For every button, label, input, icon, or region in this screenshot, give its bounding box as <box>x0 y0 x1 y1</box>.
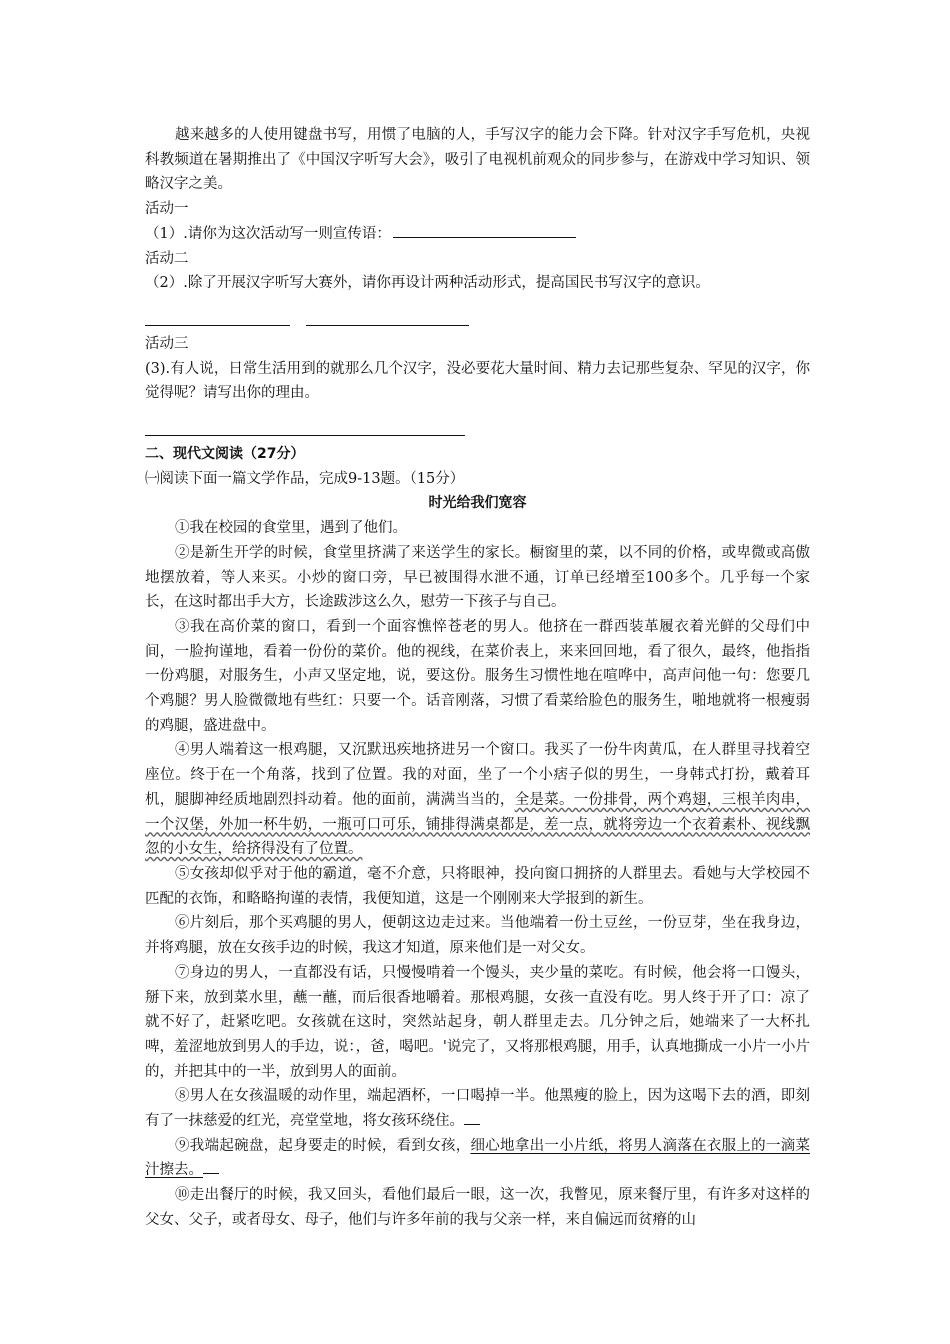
article-title: 时光给我们宽容 <box>428 495 527 512</box>
activity2-answer-row <box>145 296 810 326</box>
activity2-answer-blank-1[interactable] <box>145 311 290 326</box>
article-paragraph-8-text: ⑧男人在女孩温暖的动作里，端起酒杯，一口喝掉一半。他黑瘦的脸上，因为这喝下去的酒，即刻有了一抹慈爱的红光，亮堂堂地，将女孩环绕住。 <box>145 1088 810 1130</box>
intro-paragraph: 越来越多的人使用键盘书写，用惯了电脑的人，手写汉字的能力会下降。针对汉字手写危机，央视科教频道在暑期推出了《中国汉字听写大会》，吸引了电视机前观众的同步参与，在游戏中学习知识、领略汉字之美。 <box>145 127 810 193</box>
activity3-answer-blank[interactable] <box>145 421 465 436</box>
activity2-question: （2）.除了开展汉字听写大赛外，请你再设计两种活动形式，提高国民书写汉字的意识。 <box>145 275 710 292</box>
article-paragraph-9-blank <box>203 1161 219 1174</box>
activity1-question <box>145 222 810 247</box>
section2-heading: 二、现代文阅读（27分） <box>145 446 305 463</box>
article-paragraph-10: ⑩走出餐厅的时候，我又回头，看他们最后一眼，这一次，我瞥见，原来餐厅里，有许多对这样的父女、父子，或者母女、母子，他们与许多年前的我与父亲一样，来自偏远而贫瘠的山 <box>145 1187 810 1228</box>
article-paragraph-3: ③我在高价菜的窗口，看到一个面容憔悴苍老的男人。他挤在一群西装革履衣着光鲜的父母们中间，一脸拘谨地，看着一份份的菜价。他的视线，在菜价表上，来来回回地，看了很久，最终，他指指一份鸡腿，对服务生，小声又坚定地，说，要这份。服务生习惯性地在喧哗中，高声问他一句：您要几个鸡腿？男人脸微微地有些红：只要一个。话音刚落，习惯了看菜给脸色的服务生，啪地就将一根瘦弱的鸡腿，盛进盘中。 <box>145 618 810 734</box>
activity3-label: 活动三 <box>145 335 189 352</box>
article-paragraph-9-text: ⑨我端起碗盘，起身要走的时候，看到女孩， <box>175 1137 471 1154</box>
article-paragraph-5: ⑤女孩却似乎对于他的霸道，毫不介意，只将眼神，投向窗口拥挤的人群里去。看她与大学校园不匹配的衣饰，和略略拘谨的表情，我便知道，这是一个刚刚来大学报到的新生。 <box>145 865 810 907</box>
article-paragraph-6: ⑥片刻后，那个买鸡腿的男人，便朝这边走过来。当他端着一份土豆丝，一份豆芽，坐在我身边，并将鸡腿，放在女孩手边的时候，我这才知道，原来他们是一对父女。 <box>145 915 810 957</box>
article-paragraph-8 <box>145 1084 810 1133</box>
activity1-question-text: （1）.请你为这次活动写一则宣传语： <box>145 225 391 242</box>
article-paragraph-7: ⑦身边的男人，一直都没有话，只慢慢啃着一个馒头，夹少量的菜吃。有时候，他会将一口馒头，掰下来，放到菜水里，蘸一蘸，而后很香地嚼着。那根鸡腿，女孩一直没有吃。男人终于开了口：凉了就不好了，赶紧吃吧。女孩就在这时，突然站起身，朝人群里走去。几分钟之后，她端来了一大杯扎啤，羞涩地放到男人的手边，说：，爸，喝吧。'说完了，又将那根鸡腿，用手，认真地撕成一小片一小片的，并把其中的一半，放到男人的面前。 <box>145 964 810 1080</box>
article-paragraph-8-blank <box>464 1112 480 1125</box>
article-paragraph-9-underlined: 细心地拿出一小片纸，将男人滴落在衣服上的一滴菜汁擦去。 <box>145 1137 811 1179</box>
activity1-label: 活动一 <box>145 201 189 218</box>
article-paragraph-4 <box>145 738 810 862</box>
activity2-label: 活动二 <box>145 250 189 267</box>
activity3-answer-row <box>145 406 810 436</box>
article-paragraph-4-wavy-underlined: 全是菜。一份排骨，两个鸡翅，三根羊肉串，一个汉堡，外加一杯牛奶，一瓶可口可乐，铺排得满桌都是，差一点，就将旁边一个衣着素朴、视线飘忽的小女生，给挤得没有了位置。 <box>145 791 811 858</box>
article-paragraph-9 <box>145 1134 810 1183</box>
page-content <box>145 123 810 1233</box>
article-paragraph-2: ②是新生开学的时候，食堂里挤满了来送学生的家长。橱窗里的菜，以不同的价格，或卑微或高傲地摆放着，等人来买。小炒的窗口旁，早已被围得水泄不通，订单已经增至100多个。几乎每一个家长，在这时都出手大方，长途跋涉这么久，慰劳一下孩子与自己。 <box>145 544 810 611</box>
article-paragraph-4-text: ④男人端着这一根鸡腿，又沉默迅疾地挤进另一个窗口。我买了一份牛肉黄瓜，在人群里寻找着空座位。终于在一个角落，找到了位置。我的对面，坐了一个小痞子似的男生，一身韩式打扮，戴着耳机，腿脚神经质地剧烈抖动着。他的面前，满满当当的， <box>145 742 810 808</box>
article-paragraph-1: ①我在校园的食堂里，遇到了他们。 <box>175 520 407 537</box>
section2-instruction: ㈠阅读下面一篇文学作品，完成9-13题。（15分） <box>145 470 465 487</box>
activity2-answer-blank-2[interactable] <box>306 311 469 326</box>
activity1-answer-blank[interactable] <box>393 223 576 238</box>
activity3-question: (3).有人说，日常生活用到的就那么几个汉字，没必要花大量时间、精力去记那些复杂、罕见的汉字，你觉得呢？请写出你的理由。 <box>145 360 810 402</box>
